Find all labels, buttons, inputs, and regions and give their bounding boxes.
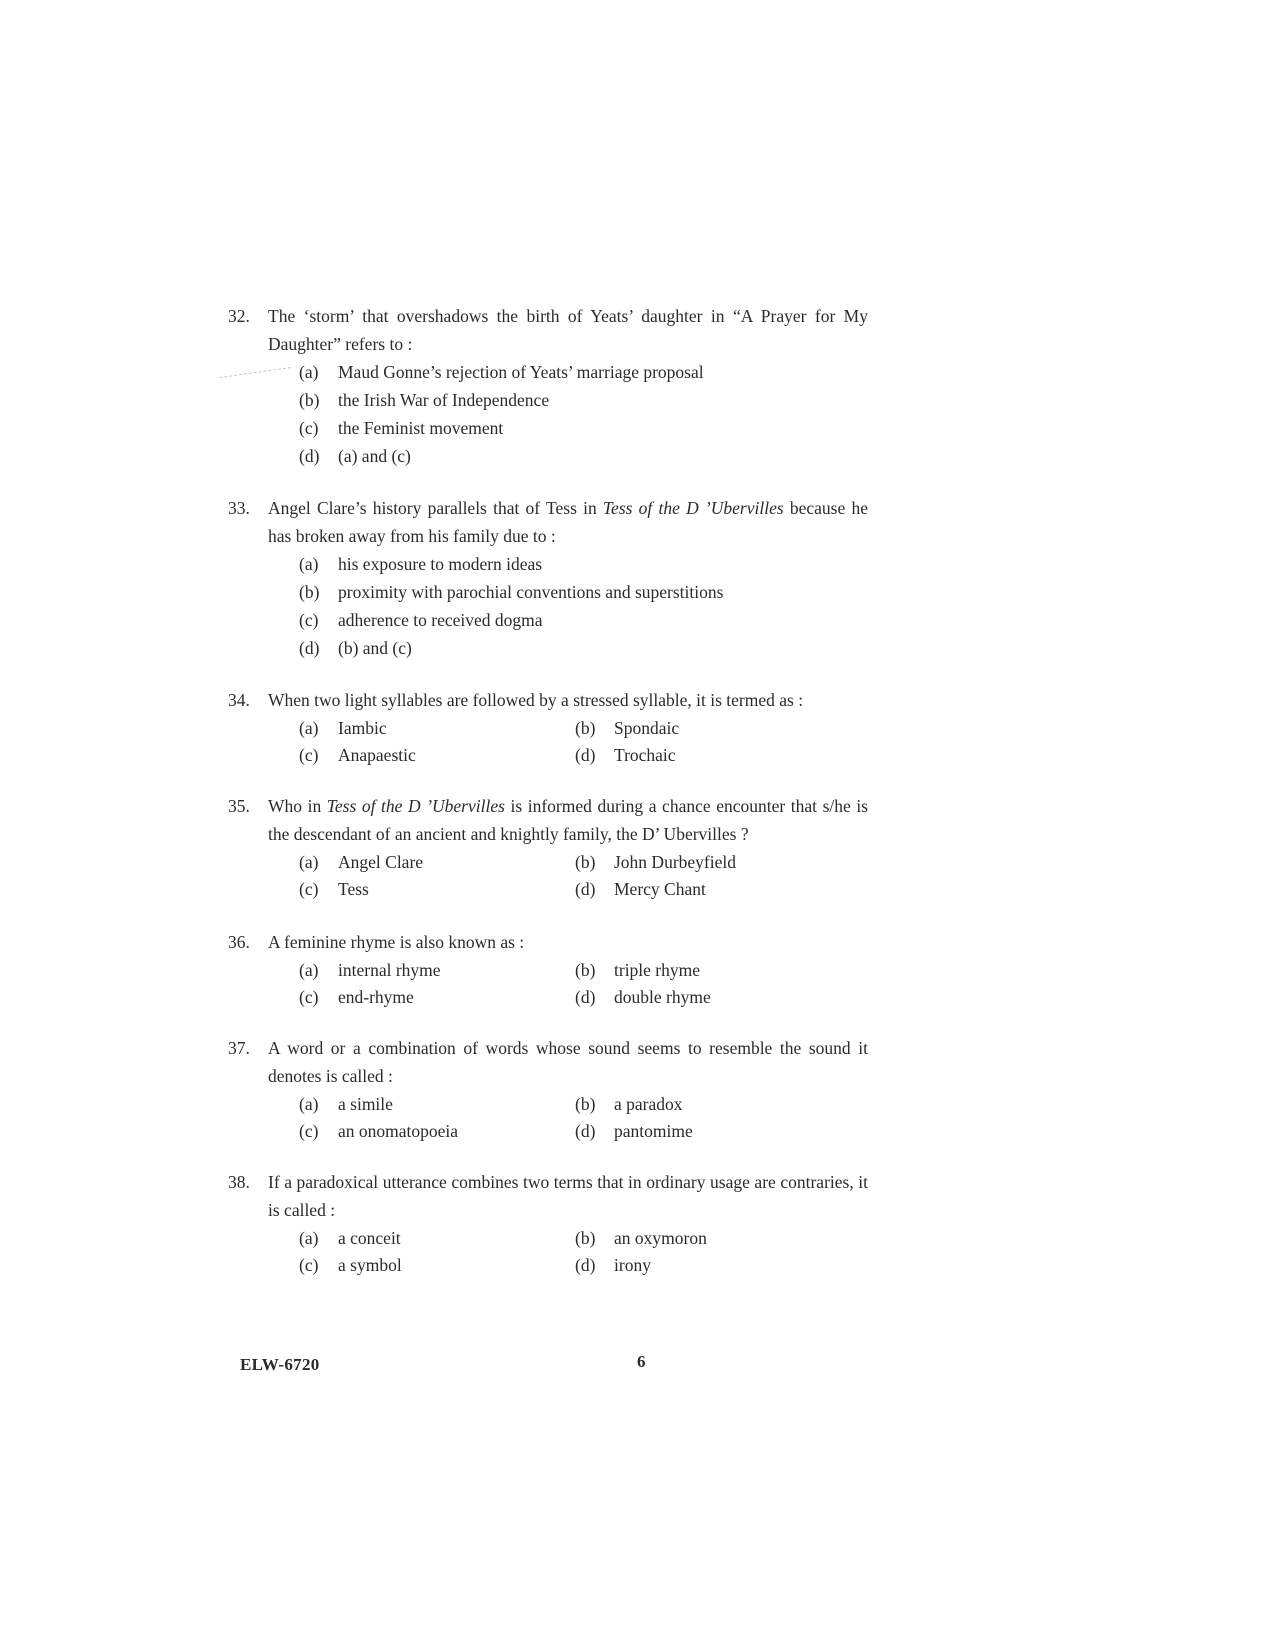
option-text: adherence to received dogma — [338, 610, 543, 630]
option-text: Maud Gonne’s rejection of Yeats’ marriage proposal — [338, 362, 704, 382]
option-text: an oxymoron — [614, 1228, 707, 1248]
option-text: the Irish War of Independence — [338, 390, 550, 410]
question-text: The ‘storm’ that overshadows the birth of Yeats’ daughter in “A Prayer for My Daughter” refers to : — [268, 306, 868, 354]
option-a[interactable] — [299, 848, 575, 875]
option-a[interactable] — [299, 550, 868, 578]
option-text: triple rhyme — [614, 960, 701, 980]
option-c[interactable] — [299, 741, 575, 768]
option-letter: (b) — [575, 1094, 596, 1114]
question-number: 37. — [228, 1038, 250, 1058]
question-text — [268, 792, 868, 848]
option-text: Tess — [338, 879, 369, 899]
question-stem — [228, 928, 868, 956]
option-text: Angel Clare — [338, 852, 424, 872]
option-a[interactable] — [299, 1090, 575, 1117]
option-text: end-rhyme — [338, 987, 414, 1007]
option-letter: (a) — [299, 1094, 319, 1114]
question-35 — [228, 792, 868, 902]
option-letter: (d) — [575, 745, 596, 765]
option-c[interactable] — [299, 1117, 575, 1144]
option-letter: (c) — [299, 1255, 319, 1275]
option-text: Anapaestic — [338, 745, 416, 765]
option-text: double rhyme — [614, 987, 711, 1007]
option-text: a paradox — [614, 1094, 683, 1114]
option-text: his exposure to modern ideas — [338, 554, 543, 574]
question-34 — [228, 686, 868, 768]
question-36 — [228, 928, 868, 1010]
question-text: A feminine rhyme is also known as : — [268, 932, 525, 952]
novel-title: Tess of the D ’Ubervilles — [602, 498, 784, 518]
question-number: 34. — [228, 690, 250, 710]
option-text: the Feminist movement — [338, 418, 504, 438]
option-letter: (d) — [575, 1121, 596, 1141]
question-text-part: because he has broken away from his family due to : — [268, 498, 868, 546]
option-c[interactable] — [299, 414, 868, 442]
question-text-part: is informed during a chance encounter that s/he is the descendant of an ancient and knightly family, the D’ Ubervilles ? — [268, 796, 868, 844]
option-a[interactable] — [299, 714, 575, 741]
options-grid — [299, 1090, 868, 1144]
question-text: If a paradoxical utterance combines two terms that in ordinary usage are contraries, it is called : — [268, 1172, 868, 1220]
question-text: A word or a combination of words whose sound seems to resemble the sound it denotes is called : — [268, 1038, 868, 1086]
question-text-part: Who in — [268, 796, 327, 816]
options-list — [299, 358, 868, 470]
option-c[interactable] — [299, 606, 868, 634]
question-stem — [228, 494, 868, 550]
option-text: internal rhyme — [338, 960, 441, 980]
option-a[interactable] — [299, 358, 868, 386]
option-letter: (b) — [575, 852, 596, 872]
option-letter: (d) — [299, 638, 320, 658]
option-a[interactable] — [299, 1224, 575, 1251]
question-stem — [228, 1168, 868, 1224]
option-text: Iambic — [338, 718, 387, 738]
option-text: a symbol — [338, 1255, 402, 1275]
option-letter: (d) — [575, 987, 596, 1007]
question-37 — [228, 1034, 868, 1144]
novel-title: Tess of the D ’Ubervilles — [326, 796, 505, 816]
option-letter: (b) — [299, 582, 320, 602]
option-d[interactable] — [575, 1117, 855, 1144]
options-grid — [299, 956, 868, 1010]
options-grid — [299, 714, 868, 768]
option-c[interactable] — [299, 875, 575, 902]
option-b[interactable] — [575, 848, 855, 875]
option-b[interactable] — [299, 578, 868, 606]
option-b[interactable] — [575, 714, 855, 741]
option-letter: (c) — [299, 745, 319, 765]
option-text: an onomatopoeia — [338, 1121, 459, 1141]
option-letter: (a) — [299, 852, 319, 872]
question-38 — [228, 1168, 868, 1278]
question-text — [268, 494, 868, 550]
option-d[interactable] — [299, 442, 868, 470]
option-letter: (b) — [575, 718, 596, 738]
option-letter: (c) — [299, 879, 319, 899]
question-32 — [228, 302, 868, 470]
option-d[interactable] — [575, 875, 855, 902]
option-letter: (c) — [299, 610, 319, 630]
options-grid — [299, 848, 868, 902]
option-text: Trochaic — [614, 745, 676, 765]
question-number: 36. — [228, 932, 250, 952]
option-text: Mercy Chant — [614, 879, 706, 899]
option-d[interactable] — [299, 634, 868, 662]
question-stem — [228, 302, 868, 358]
exam-code: ELW-6720 — [240, 1355, 320, 1374]
option-letter: (c) — [299, 1121, 319, 1141]
option-letter: (c) — [299, 418, 319, 438]
option-letter: (c) — [299, 987, 319, 1007]
option-letter: (a) — [299, 718, 319, 738]
option-letter: (b) — [299, 390, 320, 410]
option-letter: (a) — [299, 554, 319, 574]
option-letter: (a) — [299, 1228, 319, 1248]
question-stem — [228, 1034, 868, 1090]
option-c[interactable] — [299, 983, 575, 1010]
option-text: pantomime — [614, 1121, 693, 1141]
option-b[interactable] — [575, 1090, 855, 1117]
option-text: proximity with parochial conventions and superstitions — [338, 582, 724, 602]
option-text: John Durbeyfield — [614, 852, 736, 872]
question-number: 38. — [228, 1172, 250, 1192]
question-33 — [228, 494, 868, 662]
question-stem — [228, 792, 868, 848]
question-number: 32. — [228, 306, 250, 326]
option-d[interactable] — [575, 983, 855, 1010]
option-letter: (a) — [299, 960, 319, 980]
option-c[interactable] — [299, 1251, 575, 1278]
option-a[interactable] — [299, 956, 575, 983]
option-letter: (d) — [575, 879, 596, 899]
option-letter: (d) — [299, 446, 320, 466]
option-text: a conceit — [338, 1228, 401, 1248]
option-letter: (d) — [575, 1255, 596, 1275]
question-text: When two light syllables are followed by a stressed syllable, it is termed as : — [268, 690, 804, 710]
option-text: Spondaic — [614, 718, 680, 738]
option-b[interactable] — [299, 386, 868, 414]
option-d[interactable] — [575, 1251, 855, 1278]
option-letter: (b) — [575, 1228, 596, 1248]
option-letter: (b) — [575, 960, 596, 980]
question-text-part: Angel Clare’s history parallels that of Tess in — [268, 498, 603, 518]
option-b[interactable] — [575, 1224, 855, 1251]
option-b[interactable] — [575, 956, 855, 983]
question-stem — [228, 686, 868, 714]
options-grid — [299, 1224, 868, 1278]
options-list — [299, 550, 868, 662]
option-text: (a) and (c) — [338, 446, 411, 466]
option-d[interactable] — [575, 741, 855, 768]
question-number: 35. — [228, 796, 250, 816]
option-text: a simile — [338, 1094, 393, 1114]
question-number: 33. — [228, 498, 250, 518]
option-text: irony — [614, 1255, 651, 1275]
page-number: 6 — [637, 1352, 646, 1371]
option-text: (b) and (c) — [338, 638, 412, 658]
option-letter: (a) — [299, 362, 319, 382]
